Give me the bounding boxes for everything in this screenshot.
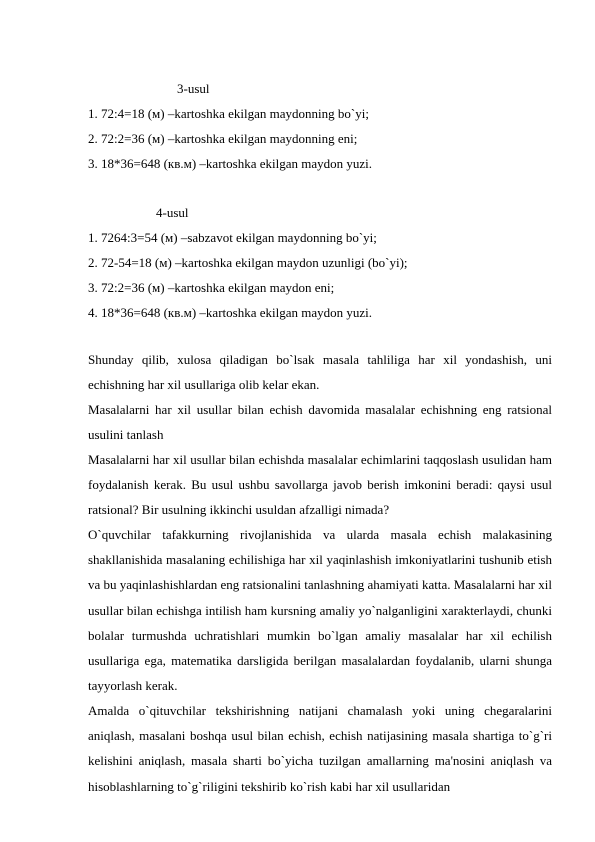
paragraph-rational-method: Masalalarni har xil usullar bilan echish davomida masalalar echishning eng ratsional usulini tanlash <box>88 402 552 443</box>
method-4-step-3: 3. 72:2=36 (м) –kartoshka ekilgan maydon eni; <box>88 280 335 295</box>
method-3-heading: 3-usul <box>177 81 210 96</box>
method-4-step-2: 2. 72-54=18 (м) –kartoshka ekilgan maydon uzunligi (bo`yi); <box>88 255 408 270</box>
method-3-step-2: 2. 72:2=36 (м) –kartoshka ekilgan maydonning eni; <box>88 131 358 146</box>
method-4-step-4: 4. 18*36=648 (кв.м) –kartoshka ekilgan maydon yuzi. <box>88 305 372 320</box>
method-4-heading: 4-usul <box>156 205 189 220</box>
method-3-step-3: 3. 18*36=648 (кв.м) –kartoshka ekilgan maydon yuzi. <box>88 156 372 171</box>
method-3-step-1: 1. 72:4=18 (м) –kartoshka ekilgan maydonning bo`yi; <box>88 106 369 121</box>
paragraph-comparison: Masalalarni har xil usullar bilan echishda masalalar echimlarini taqqoslash usulidan ham foydalanish kerak. Bu usul ushbu savollarga javob berish imkonini beradi: qaysi usul ratsional? Bir usulning ikkinchi usuldan afzalligi nimada? <box>88 452 552 518</box>
paragraph-teacher-practice: Amalda o`qituvchilar tekshirishning natijani chamalash yoki uning chegaralarini aniqlash, masalani boshqa usul bilan echish, echish natijasining masala shartiga to`g`ri kelishini aniqlash, masala sharti bo`yicha tuzilgan amallarning ma'nosini aniqlash va hisoblashlarning to`g`riligini tekshirib ko`rish kabi har xil usullaridan <box>88 703 552 794</box>
paragraph-conclusion: Shunday qilib, xulosa qiladigan bo`lsak masala tahliliga har xil yondashish, uni echishning har xil usullariga olib kelar ekan. <box>88 352 552 393</box>
method-4-step-1: 1. 7264:3=54 (м) –sabzavot ekilgan maydonning bo`yi; <box>88 230 377 245</box>
paragraph-students-thinking: O`quvchilar tafakkurning rivojlanishida va ularda masala echish malakasining shakllanishida masalaning echilishiga har xil yaqinlashish imkoniyatlarini tushunib etish va bu yaqinlashishlardan eng ratsionalini tanlashning ahamiyati katta. Masalalarni har xil usullar bilan echishga intilish ham kursning amaliy yo`nalganligini xarakterlaydi, chunki bolalar turmushda uchratishlari mumkin bo`lgan amaliy masalalar har xil echilish usullariga ega, matematika darsligida berilgan masalalardan foydalanib, ularni shunga tayyorlash kerak. <box>88 527 552 694</box>
